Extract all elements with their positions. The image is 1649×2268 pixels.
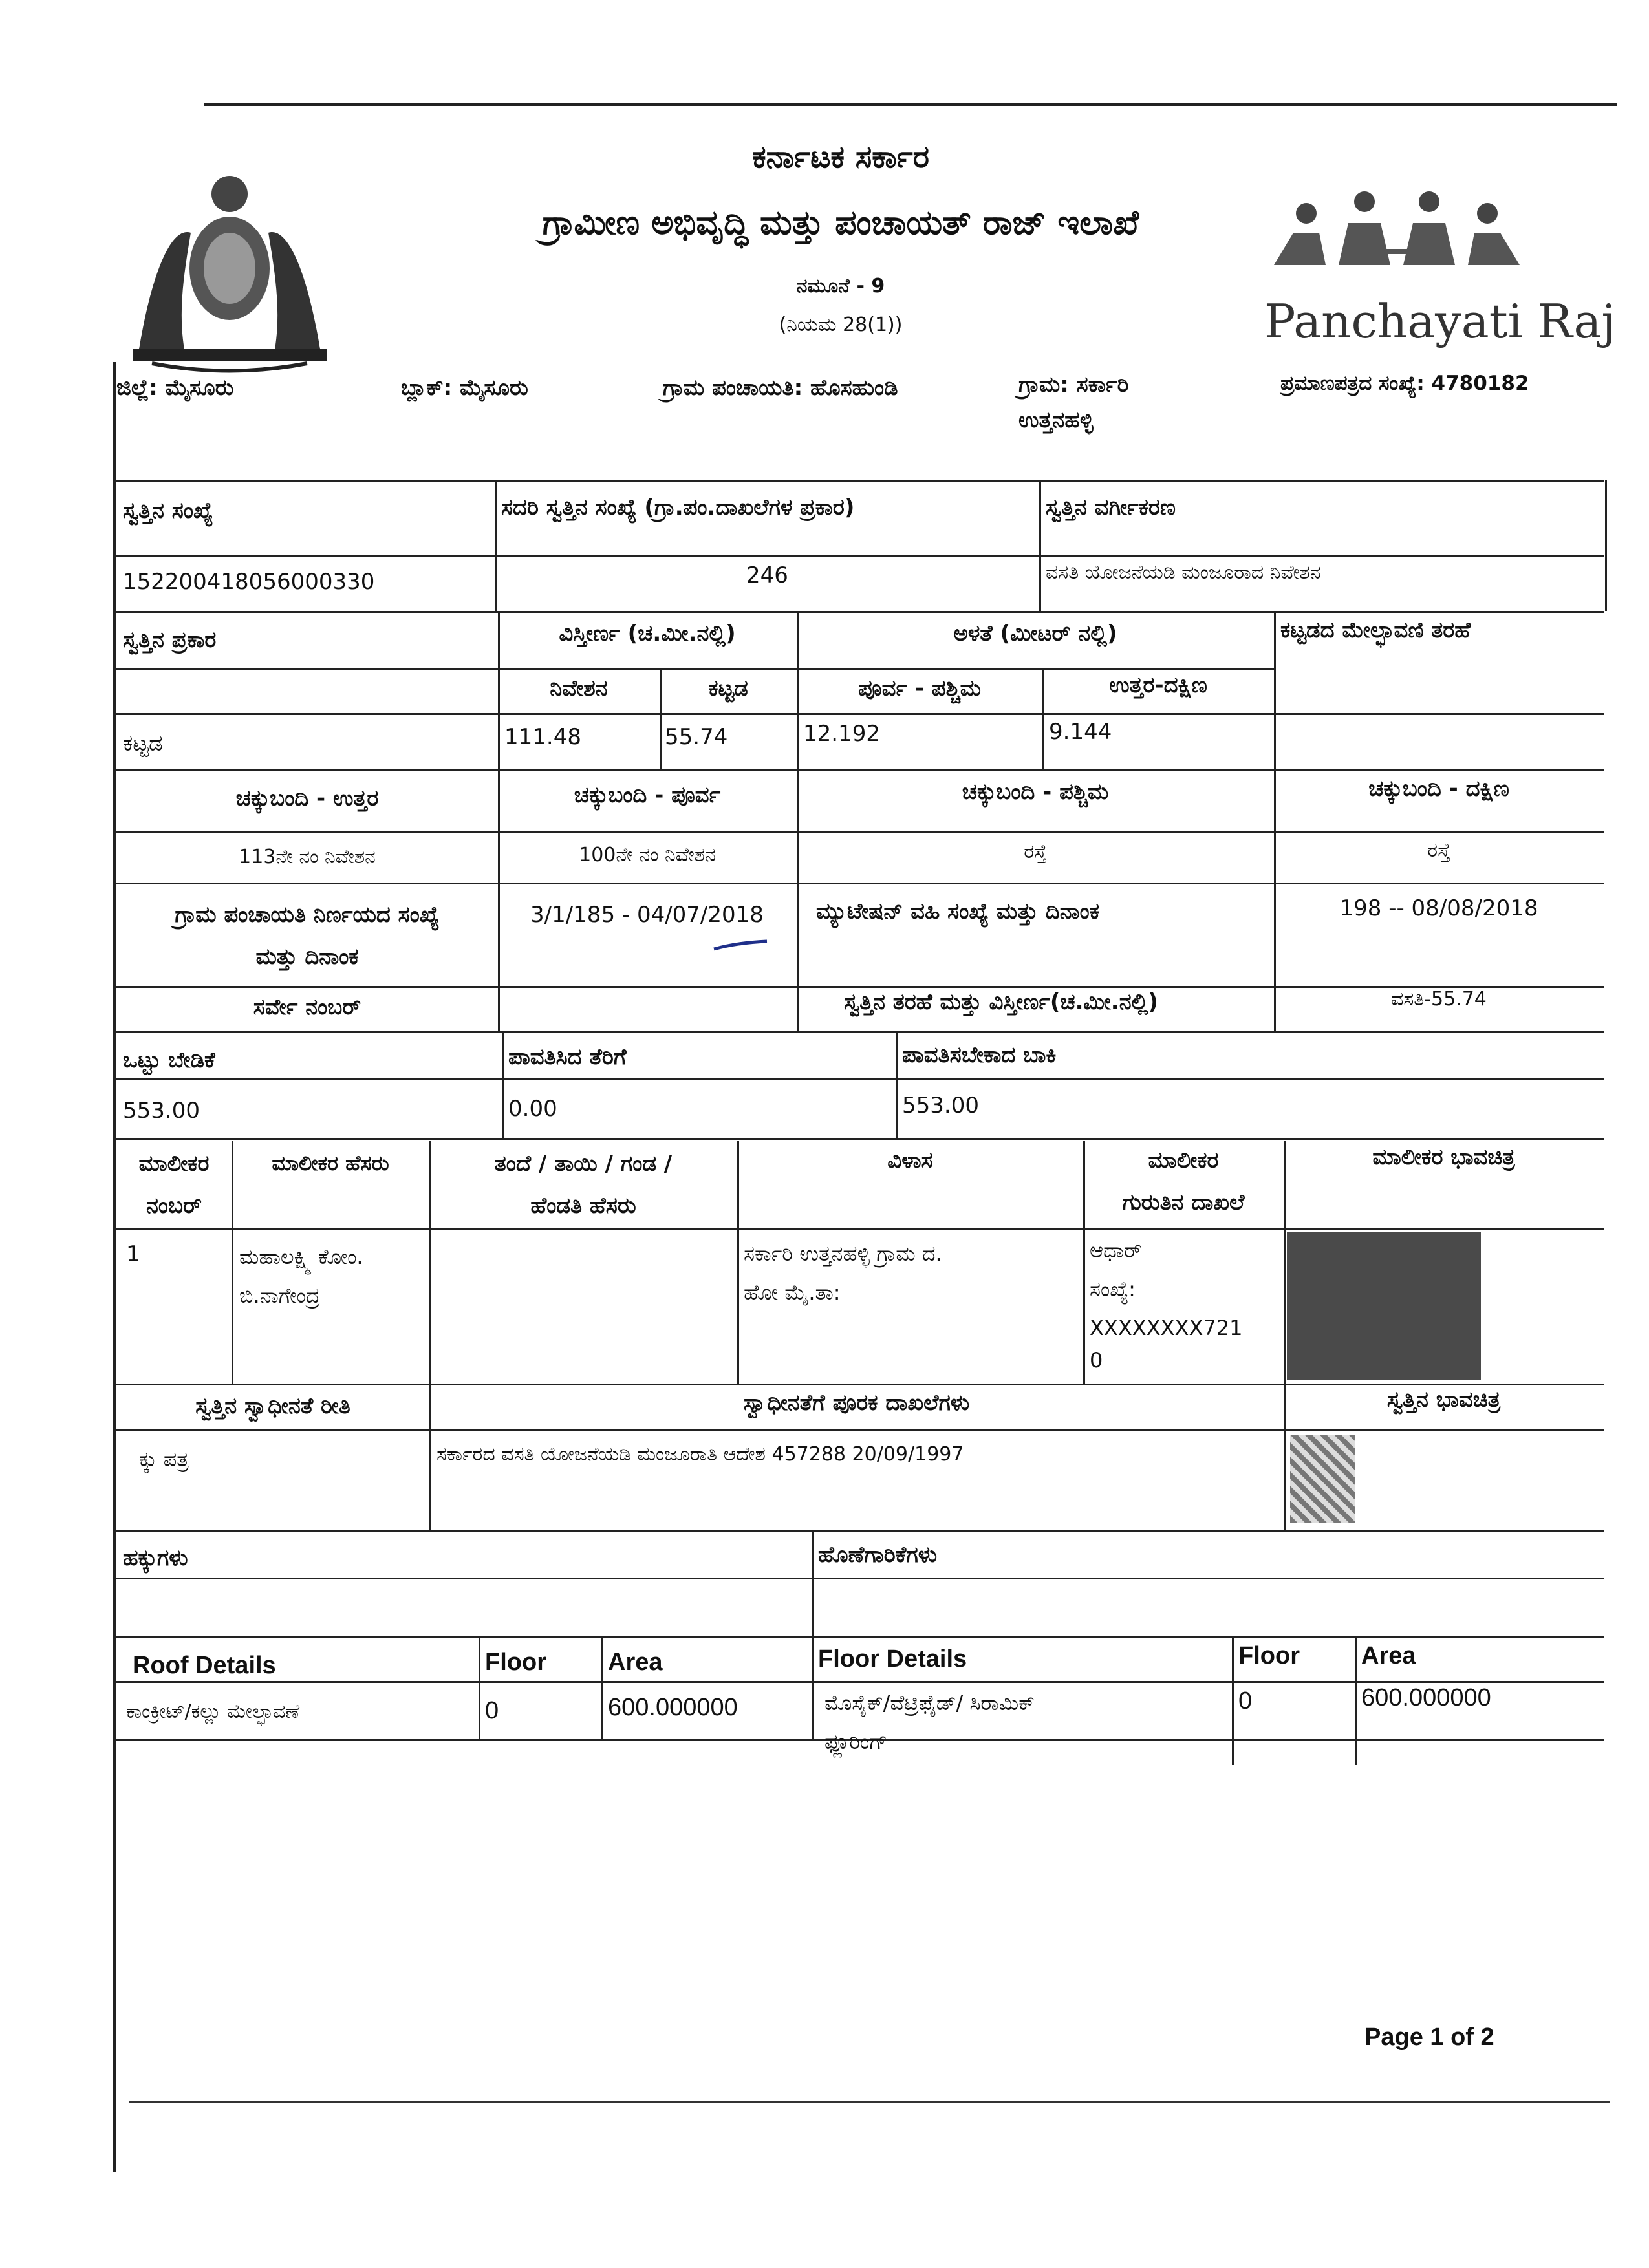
resolution-value: 3/1/185 - 04/07/2018 <box>530 902 764 928</box>
relation-header-line2: ಹೆಂಡತಿ ಹೆಸರು <box>530 1193 636 1219</box>
floor-area-value: 600.000000 <box>1361 1684 1491 1711</box>
gov-title: ಕರ್ನಾಟಕ ಸರ್ಕಾರ <box>751 139 930 175</box>
rule-line <box>812 1636 814 1739</box>
boundary-east-header: ಚಕ್ಕುಬಂದಿ - ಪೂರ್ವ <box>574 782 721 808</box>
rule-line <box>116 480 1604 482</box>
roof-type-header: ಕಟ್ಟಡದ ಮೇಲ್ಛಾವಣಿ ತರಹೆ <box>1280 617 1471 643</box>
rule-line <box>737 1141 739 1384</box>
page-number: Page 1 of 2 <box>1364 2024 1494 2051</box>
rule-line <box>116 769 1604 771</box>
rights-header: ಹಕ್ಕುಗಳು <box>123 1545 188 1571</box>
total-demand-value: 553.00 <box>123 1098 200 1124</box>
east-west-value: 12.192 <box>803 721 880 747</box>
roof-floor-header: Floor <box>485 1649 546 1676</box>
certificate-number: ಪ್ರಮಾಣಪತ್ರದ ಸಂಖ್ಯೆ: 4780182 <box>1280 372 1529 395</box>
district-label: ಜಿಲ್ಲೆ: ಮೈಸೂರು <box>116 375 234 401</box>
rule-line <box>1284 1141 1286 1384</box>
rule-line <box>1083 1141 1085 1384</box>
frame-bottom-line <box>129 2101 1610 2103</box>
survey-number-header: ಸರ್ವೇ ನಂಬರ್ <box>253 994 361 1020</box>
floor-type-line1: ಮೊಸೈಕ್/ವೆಟ್ರಿಫೈಡ್/ ಸಿರಾಮಿಕ್ <box>824 1691 1035 1715</box>
rule-line <box>797 883 799 1031</box>
relation-header-line1: ತಂದೆ / ತಾಯಿ / ಗಂಡ / <box>494 1151 673 1177</box>
balance-due-value: 553.00 <box>902 1093 979 1118</box>
rule-line <box>601 1636 603 1739</box>
rule-line <box>1355 1636 1357 1765</box>
rule-line <box>116 831 1604 833</box>
pen-mark <box>711 937 770 953</box>
rule-line <box>116 883 1604 884</box>
owner-number-header-line2: ನಂಬರ್ <box>146 1193 202 1219</box>
rule-number: (ನಿಯಮ 28(1)) <box>779 314 903 336</box>
gram-panchayat-label: ಗ್ರಾಮ ಪಂಚಾಯತಿ: ಹೊಸಹುಂಡಿ <box>663 375 898 401</box>
owner-photo-header: ಮಾಲೀಕರ ಭಾವಚಿತ್ರ <box>1372 1144 1515 1170</box>
panchayati-raj-logo-icon <box>1261 187 1533 272</box>
owner-id-line2: ಸಂಖ್ಯೆ: <box>1090 1277 1136 1301</box>
boundary-south-value: ರಸ್ತೆ <box>1427 839 1450 862</box>
village-label: ಗ್ರಾಮ: ಸರ್ಕಾರಿ <box>1018 372 1129 398</box>
rule-line <box>812 1530 814 1636</box>
karnataka-emblem-icon <box>113 155 346 375</box>
property-photo-header: ಸ್ವತ್ತಿನ ಭಾವಚಿತ್ರ <box>1386 1387 1501 1413</box>
panchayati-raj-text: Panchayati Raj <box>1264 294 1616 348</box>
owner-photo <box>1287 1232 1481 1380</box>
mutation-header: ಮ್ಯುಟೇಷನ್ ವಹಿ ಸಂಖ್ಯೆ ಮತ್ತು ದಿನಾಂಕ <box>816 899 1100 925</box>
rule-line <box>232 1141 233 1384</box>
property-type-header: ಸ್ವತ್ತಿನ ಪ್ರಕಾರ <box>123 627 217 653</box>
tax-paid-header: ಪಾವತಿಸಿದ ತೆರಿಗೆ <box>508 1044 627 1070</box>
north-south-value: 9.144 <box>1049 719 1112 745</box>
possession-method-value: ಕ್ಕು ಪತ್ರ <box>139 1447 189 1471</box>
measurement-header: ಅಳತೆ (ಮೀಟರ್ ನಲ್ಲಿ) <box>953 621 1117 647</box>
roof-details-header: Roof Details <box>133 1652 276 1679</box>
site-header: ನಿವೇಶನ <box>550 676 608 701</box>
owner-id-header-line2: ಗುರುತಿನ ದಾಖಲೆ <box>1122 1190 1245 1215</box>
property-number-value: 152200418056000330 <box>123 569 375 595</box>
frame-top-line <box>204 103 1617 106</box>
resolution-header-line2: ಮತ್ತು ದಿನಾಂಕ <box>255 944 359 970</box>
supporting-docs-header: ಸ್ವಾಧೀನತೆಗೆ ಪೂರಕ ದಾಖಲೆಗಳು <box>743 1390 970 1416</box>
gp-property-number-header: ಸದರಿ ಸ್ವತ್ತಿನ ಸಂಖ್ಯೆ (ಗ್ರಾ.ಪಂ.ದಾಖಲೆಗಳ ಪ್ರಕಾರ) <box>501 495 855 520</box>
owner-id-header-line1: ಮಾಲೀಕರ <box>1148 1148 1219 1173</box>
owner-name-line2: ಬಿ.ನಾಗೇಂದ್ರ <box>239 1283 320 1308</box>
north-south-header: ಉತ್ತರ-ದಕ್ಷಿಣ <box>1109 672 1207 698</box>
rule-line <box>116 713 1604 715</box>
rule-line <box>116 1681 1604 1683</box>
rule-line <box>479 1636 480 1739</box>
site-area-value: 111.48 <box>504 724 581 750</box>
owner-id-line4: 0 <box>1090 1348 1103 1373</box>
rule-line <box>116 1138 1604 1140</box>
rule-line <box>896 1031 898 1138</box>
owner-name-header: ಮಾಲೀಕರ ಹೆಸರು <box>272 1151 389 1175</box>
address-line2: ಹೋ ಮೈ.ತಾ: <box>744 1280 841 1305</box>
supporting-docs-value: ಸರ್ಕಾರದ ವಸತಿ ಯೋಜನೆಯಡಿ ಮಂಜೂರಾತಿ ಆದೇಶ 457288 20/09/1997 <box>436 1443 964 1466</box>
floor-area-header: Area <box>1361 1642 1416 1669</box>
roof-type-value: ಕಾಂಕ್ರೀಟ್/ಕಲ್ಲು ಮೇಲ್ಛಾವಣೆ <box>126 1700 300 1723</box>
rule-line <box>116 1384 1604 1385</box>
department-title: ಗ್ರಾಮೀಣ ಅಭಿವೃದ್ಧಿ ಮತ್ತು ಪಂಚಾಯತ್ ರಾಜ್ ಇಲಾಖೆ <box>542 204 1139 242</box>
rule-line <box>116 1429 1604 1431</box>
property-class-header: ಸ್ವತ್ತಿನ ವರ್ಗೀಕರಣ <box>1046 495 1176 520</box>
floor-number-value: 0 <box>1238 1687 1253 1715</box>
east-west-header: ಪೂರ್ವ - ಪಶ್ಚಿಮ <box>858 676 981 701</box>
form-number: ನಮೂನೆ - 9 <box>796 275 885 297</box>
rule-line <box>116 1578 1604 1579</box>
rule-line <box>116 611 1604 613</box>
rule-line <box>116 1530 1604 1532</box>
frame-left-line <box>113 362 116 2172</box>
rule-line <box>116 1636 1604 1638</box>
owner-number-value: 1 <box>126 1241 140 1267</box>
rule-line <box>498 883 500 1031</box>
liabilities-header: ಹೊಣೆಗಾರಿಕೆಗಳು <box>818 1542 938 1568</box>
boundary-north-value: 113ನೇ ನಂ ನಿವೇಶನ <box>239 846 376 868</box>
address-line1: ಸರ್ಕಾರಿ ಉತ್ತನಹಳ್ಳಿ ಗ್ರಾಮ ದ. <box>744 1241 942 1266</box>
balance-due-header: ಪಾವತಿಸಬೇಕಾದ ಬಾಕಿ <box>902 1042 1057 1068</box>
roof-floor-value: 0 <box>485 1697 499 1724</box>
village-name: ಉತ್ತನಹಳ್ಳಿ <box>1018 407 1094 433</box>
rule-line <box>1274 611 1276 769</box>
mutation-value: 198 -- 08/08/2018 <box>1339 895 1538 921</box>
building-area-value: 55.74 <box>665 724 728 750</box>
gp-property-number-value: 246 <box>746 562 788 588</box>
rule-line <box>495 480 497 611</box>
rule-line <box>1232 1636 1234 1765</box>
block-label: ಬ್ಲಾಕ್: ಮೈಸೂರು <box>401 375 528 401</box>
building-header: ಕಟ್ಟಡ <box>708 676 748 701</box>
rule-line <box>1039 480 1041 611</box>
boundary-east-value: 100ನೇ ನಂ ನಿವೇಶನ <box>579 844 716 866</box>
rule-line <box>1605 480 1607 611</box>
property-kind-value: ವಸತಿ-55.74 <box>1391 988 1487 1011</box>
roof-area-header: Area <box>608 1649 663 1676</box>
rule-line <box>116 1228 1604 1230</box>
rule-line <box>116 555 1604 557</box>
rule-line <box>429 1141 431 1384</box>
property-photo <box>1290 1435 1355 1523</box>
boundary-south-header: ಚಕ್ಕುಬಂದಿ - ದಕ್ಷಿಣ <box>1368 776 1509 802</box>
owner-number-header-line1: ಮಾಲೀಕರ <box>138 1151 210 1177</box>
address-header: ವಿಳಾಸ <box>887 1148 933 1173</box>
rule-line <box>502 1031 504 1138</box>
property-number-header: ಸ್ವತ್ತಿನ ಸಂಖ್ಯೆ <box>123 498 213 524</box>
area-header: ವಿಸ್ತೀರ್ಣ (ಚ.ಮೀ.ನಲ್ಲಿ) <box>559 621 736 647</box>
floor-details-header: Floor Details <box>818 1645 967 1673</box>
floor-type-line2: ಫ್ಲೂರಿಂಗ್ <box>824 1729 888 1754</box>
boundary-west-header: ಚಕ್ಕುಬಂದಿ - ಪಶ್ಚಿಮ <box>962 779 1109 805</box>
boundary-north-header: ಚಕ್ಕುಬಂದಿ - ಉತ್ತರ <box>235 786 379 811</box>
floor-number-header: Floor <box>1238 1642 1300 1669</box>
property-class-value: ವಸತಿ ಯೋಜನೆಯಡಿ ಮಂಜೂರಾದ ನಿವೇಶನ <box>1046 561 1321 584</box>
roof-area-value: 600.000000 <box>608 1694 738 1721</box>
boundary-west-value: ರಸ್ತೆ <box>1024 840 1047 863</box>
rule-line <box>116 1078 1604 1080</box>
property-kind-header: ಸ್ವತ್ತಿನ ತರಹೆ ಮತ್ತು ವಿಸ್ತೀರ್ಣ(ಚ.ಮೀ.ನಲ್ಲಿ) <box>844 989 1158 1015</box>
rule-line <box>116 668 1274 670</box>
possession-method-header: ಸ್ವತ್ತಿನ ಸ್ವಾಧೀನತೆ ರೀತಿ <box>195 1393 350 1419</box>
total-demand-header: ಒಟ್ಟು ಬೇಡಿಕೆ <box>123 1047 215 1073</box>
owner-id-line1: ಆಧಾರ್ <box>1090 1238 1142 1263</box>
owner-id-line3: XXXXXXXX721 <box>1090 1316 1243 1340</box>
property-type-value: ಕಟ್ಟಡ <box>123 731 163 756</box>
resolution-header-line1: ಗ್ರಾಮ ಪಂಚಾಯತಿ ನಿರ್ಣಯದ ಸಂಖ್ಯೆ <box>175 902 440 928</box>
rule-line <box>116 1031 1604 1033</box>
owner-name-line1: ಮಹಾಲಕ್ಷ್ಮಿ ಕೋಂ. <box>239 1245 363 1269</box>
tax-paid-value: 0.00 <box>508 1096 557 1122</box>
